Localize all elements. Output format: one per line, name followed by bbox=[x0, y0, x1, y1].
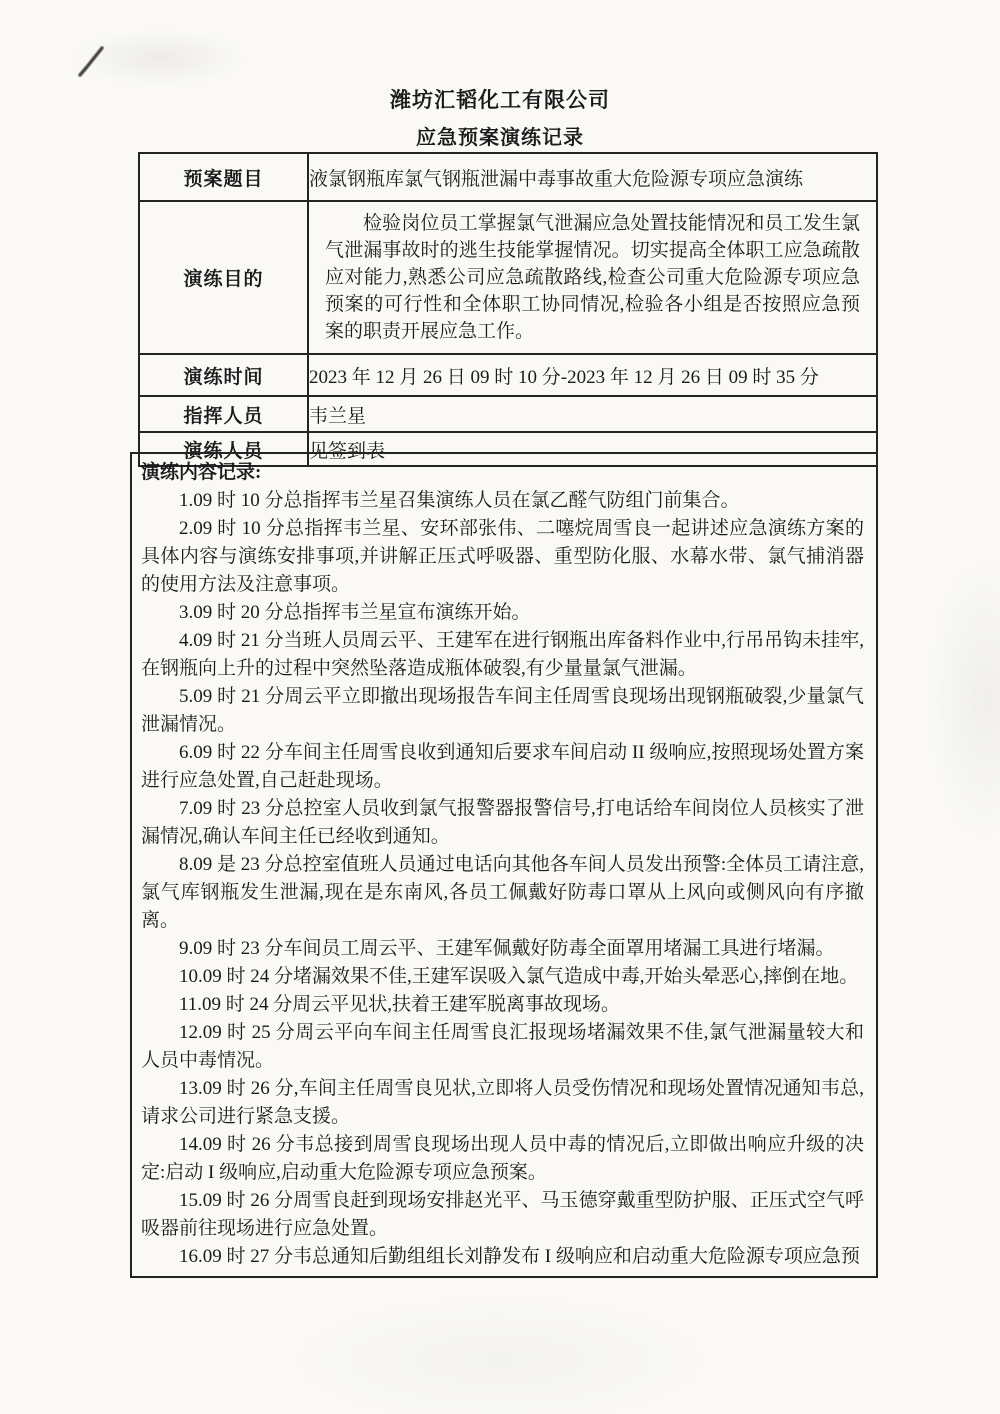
record-item: 4.09 时 21 分当班人员周云平、王建军在进行钢瓶出库备料作业中,行吊吊钩未挂牢,在钢瓶向上升的过程中突然坠落造成瓶体破裂,有少量量氯气泄漏。 bbox=[141, 630, 864, 679]
record-item: 11.09 时 24 分周云平见状,扶着王建军脱离事故现场。 bbox=[179, 994, 621, 1015]
table-row-plan-title bbox=[139, 153, 877, 201]
row-value: 2023 年 12 月 26 日 09 时 10 分-2023 年 12 月 26 日 09 时 35 分 bbox=[308, 354, 877, 396]
record-item: 6.09 时 22 分车间主任周雪良收到通知后要求车间启动 II 级响应,按照现场处置方案进行应急处置,自己赶赴现场。 bbox=[141, 742, 864, 791]
record-item: 1.09 时 10 分总指挥韦兰星召集演练人员在氯乙醛气防组门前集合。 bbox=[179, 490, 740, 511]
info-table bbox=[138, 152, 878, 467]
row-value: 液氯钢瓶库氯气钢瓶泄漏中毒事故重大危险源专项应急演练 bbox=[308, 153, 877, 201]
record-item: 15.09 时 26 分周雪良赶到现场安排赵光平、马玉德穿戴重型防护服、正压式空气呼吸器前往现场进行应急处置。 bbox=[141, 1190, 864, 1239]
row-label: 演练时间 bbox=[139, 354, 308, 396]
table-row-drill-time bbox=[139, 354, 877, 396]
record-item: 12.09 时 25 分周云平向车间主任周雪良汇报现场堵漏效果不佳,氯气泄漏量较大和人员中毒情况。 bbox=[141, 1022, 864, 1071]
record-item: 5.09 时 21 分周云平立即撤出现场报告车间主任周雪良现场出现钢瓶破裂,少量氯气泄漏情况。 bbox=[141, 686, 864, 735]
pen-mark bbox=[72, 42, 112, 82]
record-item: 8.09 是 23 分总控室值班人员通过电话向其他各车间人员发出预警:全体员工请注意,氯气库钢瓶发生泄漏,现在是东南风,各员工佩戴好防毒口罩从上风向或侧风向有序撤离。 bbox=[141, 854, 864, 931]
document-title: 应急预案演练记录 bbox=[416, 127, 584, 149]
row-label: 演练目的 bbox=[139, 201, 308, 354]
record-item: 9.09 时 23 分车间员工周云平、王建军佩戴好防毒全面罩用堵漏工具进行堵漏。 bbox=[179, 938, 835, 959]
table-row-drill-purpose bbox=[139, 201, 877, 354]
record-heading: 演练内容记录: bbox=[141, 462, 262, 483]
row-label: 演练人员 bbox=[139, 432, 308, 466]
drill-record-section bbox=[130, 452, 878, 1278]
row-label: 预案题目 bbox=[139, 153, 308, 201]
row-label: 指挥人员 bbox=[139, 396, 308, 432]
record-item: 16.09 时 27 分韦总通知后勤组组长刘静发布 I 级响应和启动重大危险源专项应急预 bbox=[179, 1246, 860, 1267]
record-item: 7.09 时 23 分总控室人员收到氯气报警器报警信号,打电话给车间岗位人员核实了泄漏情况,确认车间主任已经收到通知。 bbox=[141, 798, 864, 847]
record-item: 3.09 时 20 分总指挥韦兰星宣布演练开始。 bbox=[179, 602, 531, 623]
record-item: 14.09 时 26 分韦总接到周雪良现场出现人员中毒的情况后,立即做出响应升级的决定:启动 I 级响应,启动重大危险源专项应急预案。 bbox=[141, 1134, 864, 1183]
company-title: 潍坊汇韬化工有限公司 bbox=[390, 88, 610, 112]
row-value: 检验岗位员工掌握氯气泄漏应急处置技能情况和员工发生氯气泄漏事故时的逃生技能掌握情况。切实提高全体职工应急疏散应对能力,熟悉公司应急疏散路线,检查公司重大危险源专项应急预案的可行性和全体职工协同情况,检验各小组是否按照应急预案的职责开展应急工作。 bbox=[308, 201, 877, 354]
table-row-commander bbox=[139, 396, 877, 432]
row-value: 见签到表 bbox=[308, 432, 877, 466]
record-item: 10.09 时 24 分堵漏效果不佳,王建军误吸入氯气造成中毒,开始头晕恶心,摔倒在地。 bbox=[179, 966, 859, 987]
row-value: 韦兰星 bbox=[308, 396, 877, 432]
record-item: 13.09 时 26 分,车间主任周雪良见状,立即将人员受伤情况和现场处置情况通知韦总,请求公司进行紧急支援。 bbox=[141, 1078, 864, 1127]
record-item: 2.09 时 10 分总指挥韦兰星、安环部张伟、二噻烷周雪良一起讲述应急演练方案的具体内容与演练安排事项,并讲解正压式呼吸器、重型防化服、水幕水带、氯气捕消器的使用方法及注意事项。 bbox=[141, 518, 864, 595]
